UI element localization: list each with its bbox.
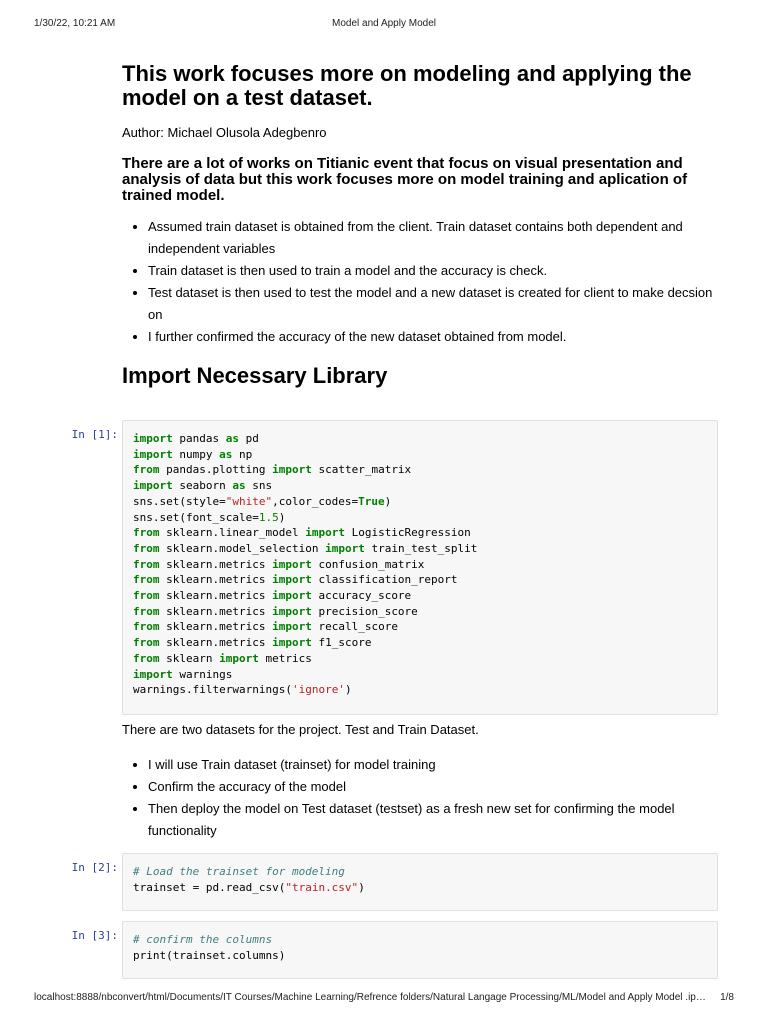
code-line: from sklearn import metrics	[133, 651, 312, 665]
print-title: Model and Apply Model	[332, 18, 436, 29]
code-input-area[interactable]	[122, 420, 718, 715]
code-line: from sklearn.metrics import f1_score	[133, 636, 372, 650]
intro-markdown	[122, 62, 722, 390]
code-line: from sklearn.metrics import confusion_matrix	[133, 557, 425, 571]
author-line: Author: Michael Olusola Adegbenro	[122, 125, 327, 140]
cell-prompt: In [1]:	[71, 428, 118, 441]
code-line: from sklearn.model_selection import train_test_split	[133, 541, 478, 555]
list-item: • Confirm the accuracy of the model	[148, 776, 722, 798]
print-footer	[34, 992, 734, 1006]
code-input-area[interactable]	[122, 853, 718, 911]
cell-prompt: In [2]:	[71, 861, 118, 874]
intro-bullet-list	[122, 216, 722, 348]
code-line: sns.set(style="white",color_codes=True)	[133, 494, 392, 508]
cell-prompt: In [3]:	[71, 929, 118, 942]
datasets-bullet-list	[122, 754, 722, 842]
code-line: trainset = pd.read_csv("train.csv")	[133, 880, 365, 894]
datasets-intro-text: There are two datasets for the project. Test and Train Dataset.	[122, 722, 479, 737]
print-url: localhost:8888/nbconvert/html/Documents/IT Courses/Machine Learning/Refrence folders/Natural Langage Processing/ML/Model and Apply Model .ip…	[34, 992, 706, 1003]
code-line: import seaborn as sns	[133, 479, 273, 493]
list-item: • I will use Train dataset (trainset) for model training	[148, 754, 722, 776]
intro-heading: There are a lot of works on Titianic event that focus on visual presentation and analysis of data but this work focuses more on model training and aplication of trained model.	[122, 155, 688, 204]
code-line: from sklearn.metrics import recall_score	[133, 620, 398, 634]
list-item: • Assumed train dataset is obtained from the client. Train dataset contains both dependent and independent variables	[148, 216, 722, 260]
section-title: Import Necessary Library	[122, 363, 388, 388]
code-line: from sklearn.metrics import accuracy_score	[133, 589, 412, 603]
code-line: import pandas as pd	[133, 432, 259, 445]
code-line: from sklearn.metrics import precision_score	[133, 604, 418, 618]
code-line: import warnings	[133, 667, 233, 681]
code-line: print(trainset.columns)	[133, 948, 286, 962]
code-line: # confirm the columns	[133, 933, 273, 946]
code-input-area[interactable]	[122, 921, 718, 979]
page-title: This work focuses more on modeling and applying the model on a test dataset.	[122, 61, 692, 110]
code-line: from sklearn.linear_model import LogisticRegression	[133, 526, 471, 540]
print-header	[34, 18, 734, 32]
code-line: import numpy as np	[133, 447, 253, 461]
code-line: from sklearn.metrics import classification_report	[133, 573, 458, 587]
code-line: warnings.filterwarnings('ignore')	[133, 683, 352, 697]
list-item: • Train dataset is then used to train a model and the accuracy is check.	[148, 260, 722, 282]
print-date: 1/30/22, 10:21 AM	[34, 18, 116, 29]
datasets-markdown	[122, 720, 722, 842]
code-line: sns.set(font_scale=1.5)	[133, 510, 286, 524]
list-item: • I further confirmed the accuracy of the new dataset obtained from model.	[148, 326, 722, 348]
list-item: • Then deploy the model on Test dataset (testset) as a fresh new set for confirming the model functionality	[148, 798, 722, 842]
code-line: # Load the trainset for modeling	[133, 865, 345, 878]
page-number: 1/8	[720, 992, 734, 1003]
code-line: from pandas.plotting import scatter_matrix	[133, 463, 412, 477]
list-item: • Test dataset is then used to test the model and a new dataset is created for client to make decsion on	[148, 282, 722, 326]
